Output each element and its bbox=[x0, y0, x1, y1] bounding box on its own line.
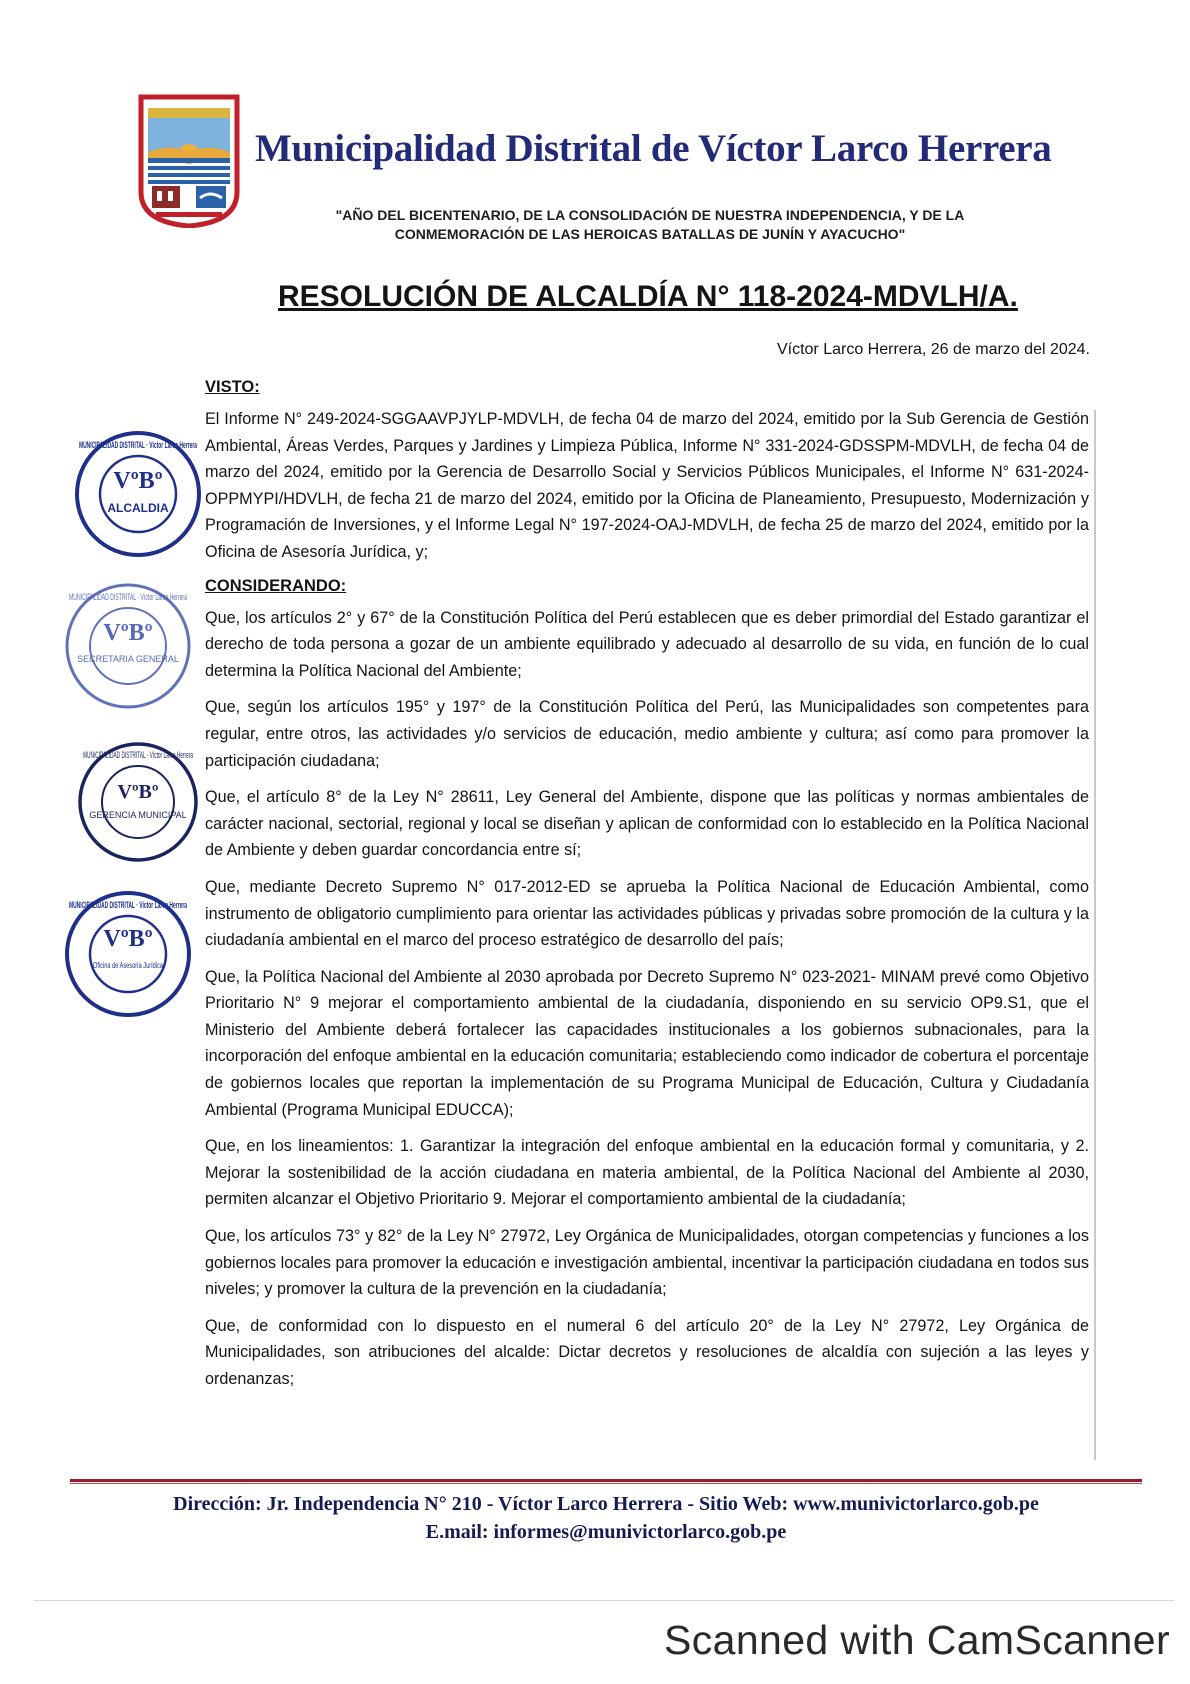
vobo-stamp-gerencia bbox=[72, 736, 204, 868]
considerando-paragraph: Que, la Política Nacional del Ambiente al 2030 aprobada por Decreto Supremo N° 023-2021- MINAM prevé como Objetivo Prioritario N° 9 mejorar el comportamiento ambiental de la ciudadanía, disponiendo en su servicio OP9.S1, que el Ministerio del Ambiente deberá fortalecer las capacidades institucionales a los gobiernos subnacionales, para la incorporación del enfoque ambiental en la educación comunitaria; estableciendo como indicador de cobertura el porcentaje de gobiernos locales que reportan la implementación de su Programa Municipal de Educación, Cultura y Ciudadanía Ambiental (Programa Municipal EDUCCA); bbox=[205, 967, 1089, 1119]
resolution-title: RESOLUCIÓN DE ALCALDÍA N° 118-2024-MDVLH/A. bbox=[278, 280, 1018, 313]
camscanner-watermark: Scanned with CamScanner bbox=[663, 1617, 1170, 1663]
considerando-paragraph: Que, de conformidad con lo dispuesto en el numeral 6 del artículo 20° de la Ley N° 27972, Ley Orgánica de Municipalidades, son atribuciones del alcalde: Dictar decretos y resoluciones de alcaldía con sujeción a las leyes y ordenanzas; bbox=[205, 1316, 1089, 1388]
footer-divider-thin bbox=[70, 1483, 1142, 1484]
page-edge-line bbox=[34, 1600, 1174, 1601]
stamp-office-text: GERENCIA MUNICIPAL bbox=[89, 810, 187, 820]
stamp-vobo-text: VºBº bbox=[103, 926, 153, 952]
considerando-paragraph: Que, los artículos 2° y 67° de la Constitución Política del Perú establecen que es deber primordial del Estado garantizar el derecho de toda persona a gozar de un ambiente equilibrado y adecuado al desarrollo de su vida, en función de lo cual determina la Política Nacional del Ambiente; bbox=[205, 608, 1089, 680]
footer-address: Dirección: Jr. Independencia N° 210 - Víctor Larco Herrera - Sitio Web: www.munivictorlarco.gob.pe bbox=[173, 1493, 1039, 1515]
stamp-ring-text: MUNICIPALIDAD DISTRITAL · Víctor Larco Herrera bbox=[69, 900, 188, 910]
considerando-heading: CONSIDERANDO: bbox=[205, 576, 347, 595]
considerando-paragraph: Que, mediante Decreto Supremo N° 017-2012-ED se aprueba la Política Nacional de Educación Ambiental, como instrumento de obligatorio cumplimiento para orientar las actividades públicas y privadas sobre promoción de la cultura y la ciudadanía ambiental en el marco del proceso estratégico de desarrollo del país; bbox=[205, 877, 1089, 950]
considerando-paragraph: Que, según los artículos 195° y 197° de la Constitución Política del Perú, las Municipalidades son competentes para regular, entre otros, las actividades y/o servicios de educación, medio ambiente y cultura; así como para promover la participación ciudadana; bbox=[205, 698, 1089, 770]
stamp-vobo-text: VºBº bbox=[117, 781, 159, 803]
year-motto bbox=[300, 206, 1000, 244]
footer-email: E.mail: informes@munivictorlarco.gob.pe bbox=[425, 1521, 787, 1543]
considerando-paragraph: Que, el artículo 8° de la Ley N° 28611, Ley General del Ambiente, dispone que las políticas y normas ambientales de carácter nacional, sectorial, regional y local se diseñan y aplican de conformidad con lo establecido en la Política Nacional de Ambiente y deben guardar concordancia entre sí; bbox=[205, 788, 1089, 860]
year-motto-line-1: "AÑO DEL BICENTENARIO, DE LA CONSOLIDACIÓN DE NUESTRA INDEPENDENCIA, Y DE LA bbox=[335, 207, 965, 223]
stamp-vobo-text: VºBº bbox=[113, 468, 163, 494]
vobo-stamp-secretaria bbox=[62, 580, 194, 712]
stamp-ring-text: MUNICIPALIDAD DISTRITAL · Víctor Larco Herrera bbox=[69, 592, 187, 602]
municipality-crest bbox=[138, 94, 240, 228]
vobo-stamp-asesoria bbox=[62, 888, 194, 1020]
resolution-body bbox=[205, 376, 1089, 1403]
municipality-name: Municipalidad Distrital de Víctor Larco Herrera bbox=[255, 127, 1052, 170]
year-motto-line-2: CONMEMORACIÓN DE LAS HEROICAS BATALLAS DE JUNÍN Y AYACUCHO" bbox=[394, 226, 906, 242]
visto-heading: VISTO: bbox=[205, 378, 260, 396]
stamp-ring-text: MUNICIPALIDAD DISTRITAL · Víctor Larco Herrera bbox=[83, 750, 193, 760]
considerando-paragraph: Que, en los lineamientos: 1. Garantizar la integración del enfoque ambiental en la educación formal y comunitaria, y 2. Mejorar la sostenibilidad de la acción ciudadana en materia ambiental, de la Política Nacional del Ambiente al 2030, permiten alcanzar el Objetivo Prioritario 9. Mejorar el comportamiento ambiental de la ciudadanía; bbox=[205, 1137, 1089, 1209]
stamp-ring-text: MUNICIPALIDAD DISTRITAL · Víctor Larco Herrera bbox=[79, 440, 198, 450]
footer-divider bbox=[70, 1479, 1142, 1482]
vobo-stamp-alcaldia bbox=[72, 428, 204, 560]
place-date: Víctor Larco Herrera, 26 de marzo del 2024. bbox=[776, 341, 1090, 358]
visto-paragraph: El Informe N° 249-2024-SGGAAVPJYLP-MDVLH, de fecha 04 de marzo del 2024, emitido por la Sub Gerencia de Gestión Ambiental, Áreas Verdes, Parques y Jardines y Limpieza Pública, Informe N° 331-2024-GDSSPM-MDVLH, de fecha 04 de marzo del 2024, emitido por la Gerencia de Desarrollo Social y Servicios Públicos Municipales, el Informe N° 631-2024-OPPMYPI/HDVLH, de fecha 21 de marzo del 2024, emitido por la Oficina de Planeamiento, Presupuesto, Modernización y Programación de Inversiones, y el Informe Legal N° 197-2024-OAJ-MDVLH, de fecha 25 de marzo del 2024, emitido por la Oficina de Asesoría Jurídica, y; bbox=[205, 410, 1089, 561]
stamp-office-text: Oficina de Asesoría Jurídica bbox=[93, 961, 164, 970]
stamp-office-text: SECRETARIA GENERAL bbox=[77, 654, 179, 664]
margin-rule bbox=[1094, 410, 1096, 1460]
considerando-paragraph: Que, los artículos 73° y 82° de la Ley N° 27972, Ley Orgánica de Municipalidades, otorgan competencias y funciones a los gobiernos locales para promover la educación e investigación ambiental, incentivar la participación ciudadana en todos sus niveles; y promover la cultura de la prevención en la ciudadanía; bbox=[205, 1227, 1089, 1299]
stamp-vobo-text: VºBº bbox=[103, 620, 153, 646]
stamp-office-text: ALCALDIA bbox=[107, 501, 169, 515]
